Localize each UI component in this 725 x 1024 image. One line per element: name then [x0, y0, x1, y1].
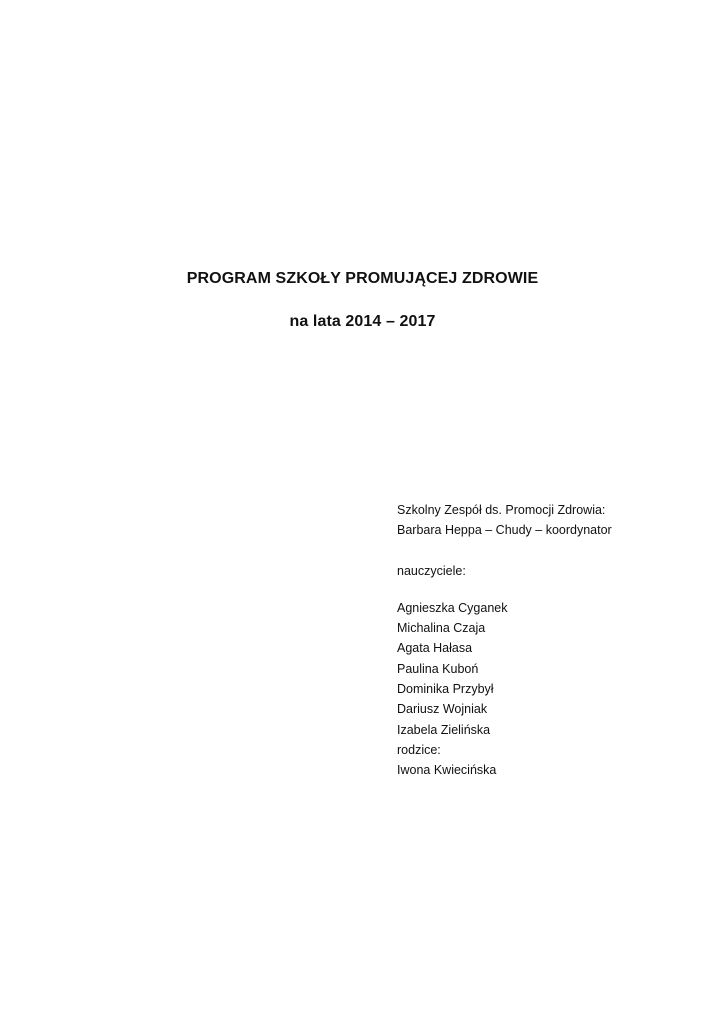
teacher-name: Dariusz Wojniak: [397, 702, 488, 717]
coordinator-line: Barbara Heppa – Chudy – koordynator: [397, 523, 612, 538]
parents-heading: rodzice:: [397, 742, 441, 757]
teacher-name: Michalina Czaja: [397, 621, 486, 636]
document-title: PROGRAM SZKOŁY PROMUJĄCEJ ZDROWIE: [186, 270, 539, 287]
teacher-name: Izabela Zielińska: [397, 722, 491, 737]
teachers-heading: nauczyciele:: [397, 563, 466, 578]
teacher-name: Agata Hałasa: [397, 641, 473, 656]
parent-name: Iwona Kwiecińska: [397, 763, 497, 778]
team-heading: Szkolny Zespół ds. Promocji Zdrowia:: [397, 503, 606, 517]
teacher-name: Paulina Kuboń: [397, 661, 479, 676]
team-info-block: [397, 500, 612, 781]
teacher-name: Agnieszka Cyganek: [397, 600, 508, 615]
document-subtitle: na lata 2014 – 2017: [289, 313, 436, 330]
teacher-name: Dominika Przybył: [397, 682, 494, 697]
